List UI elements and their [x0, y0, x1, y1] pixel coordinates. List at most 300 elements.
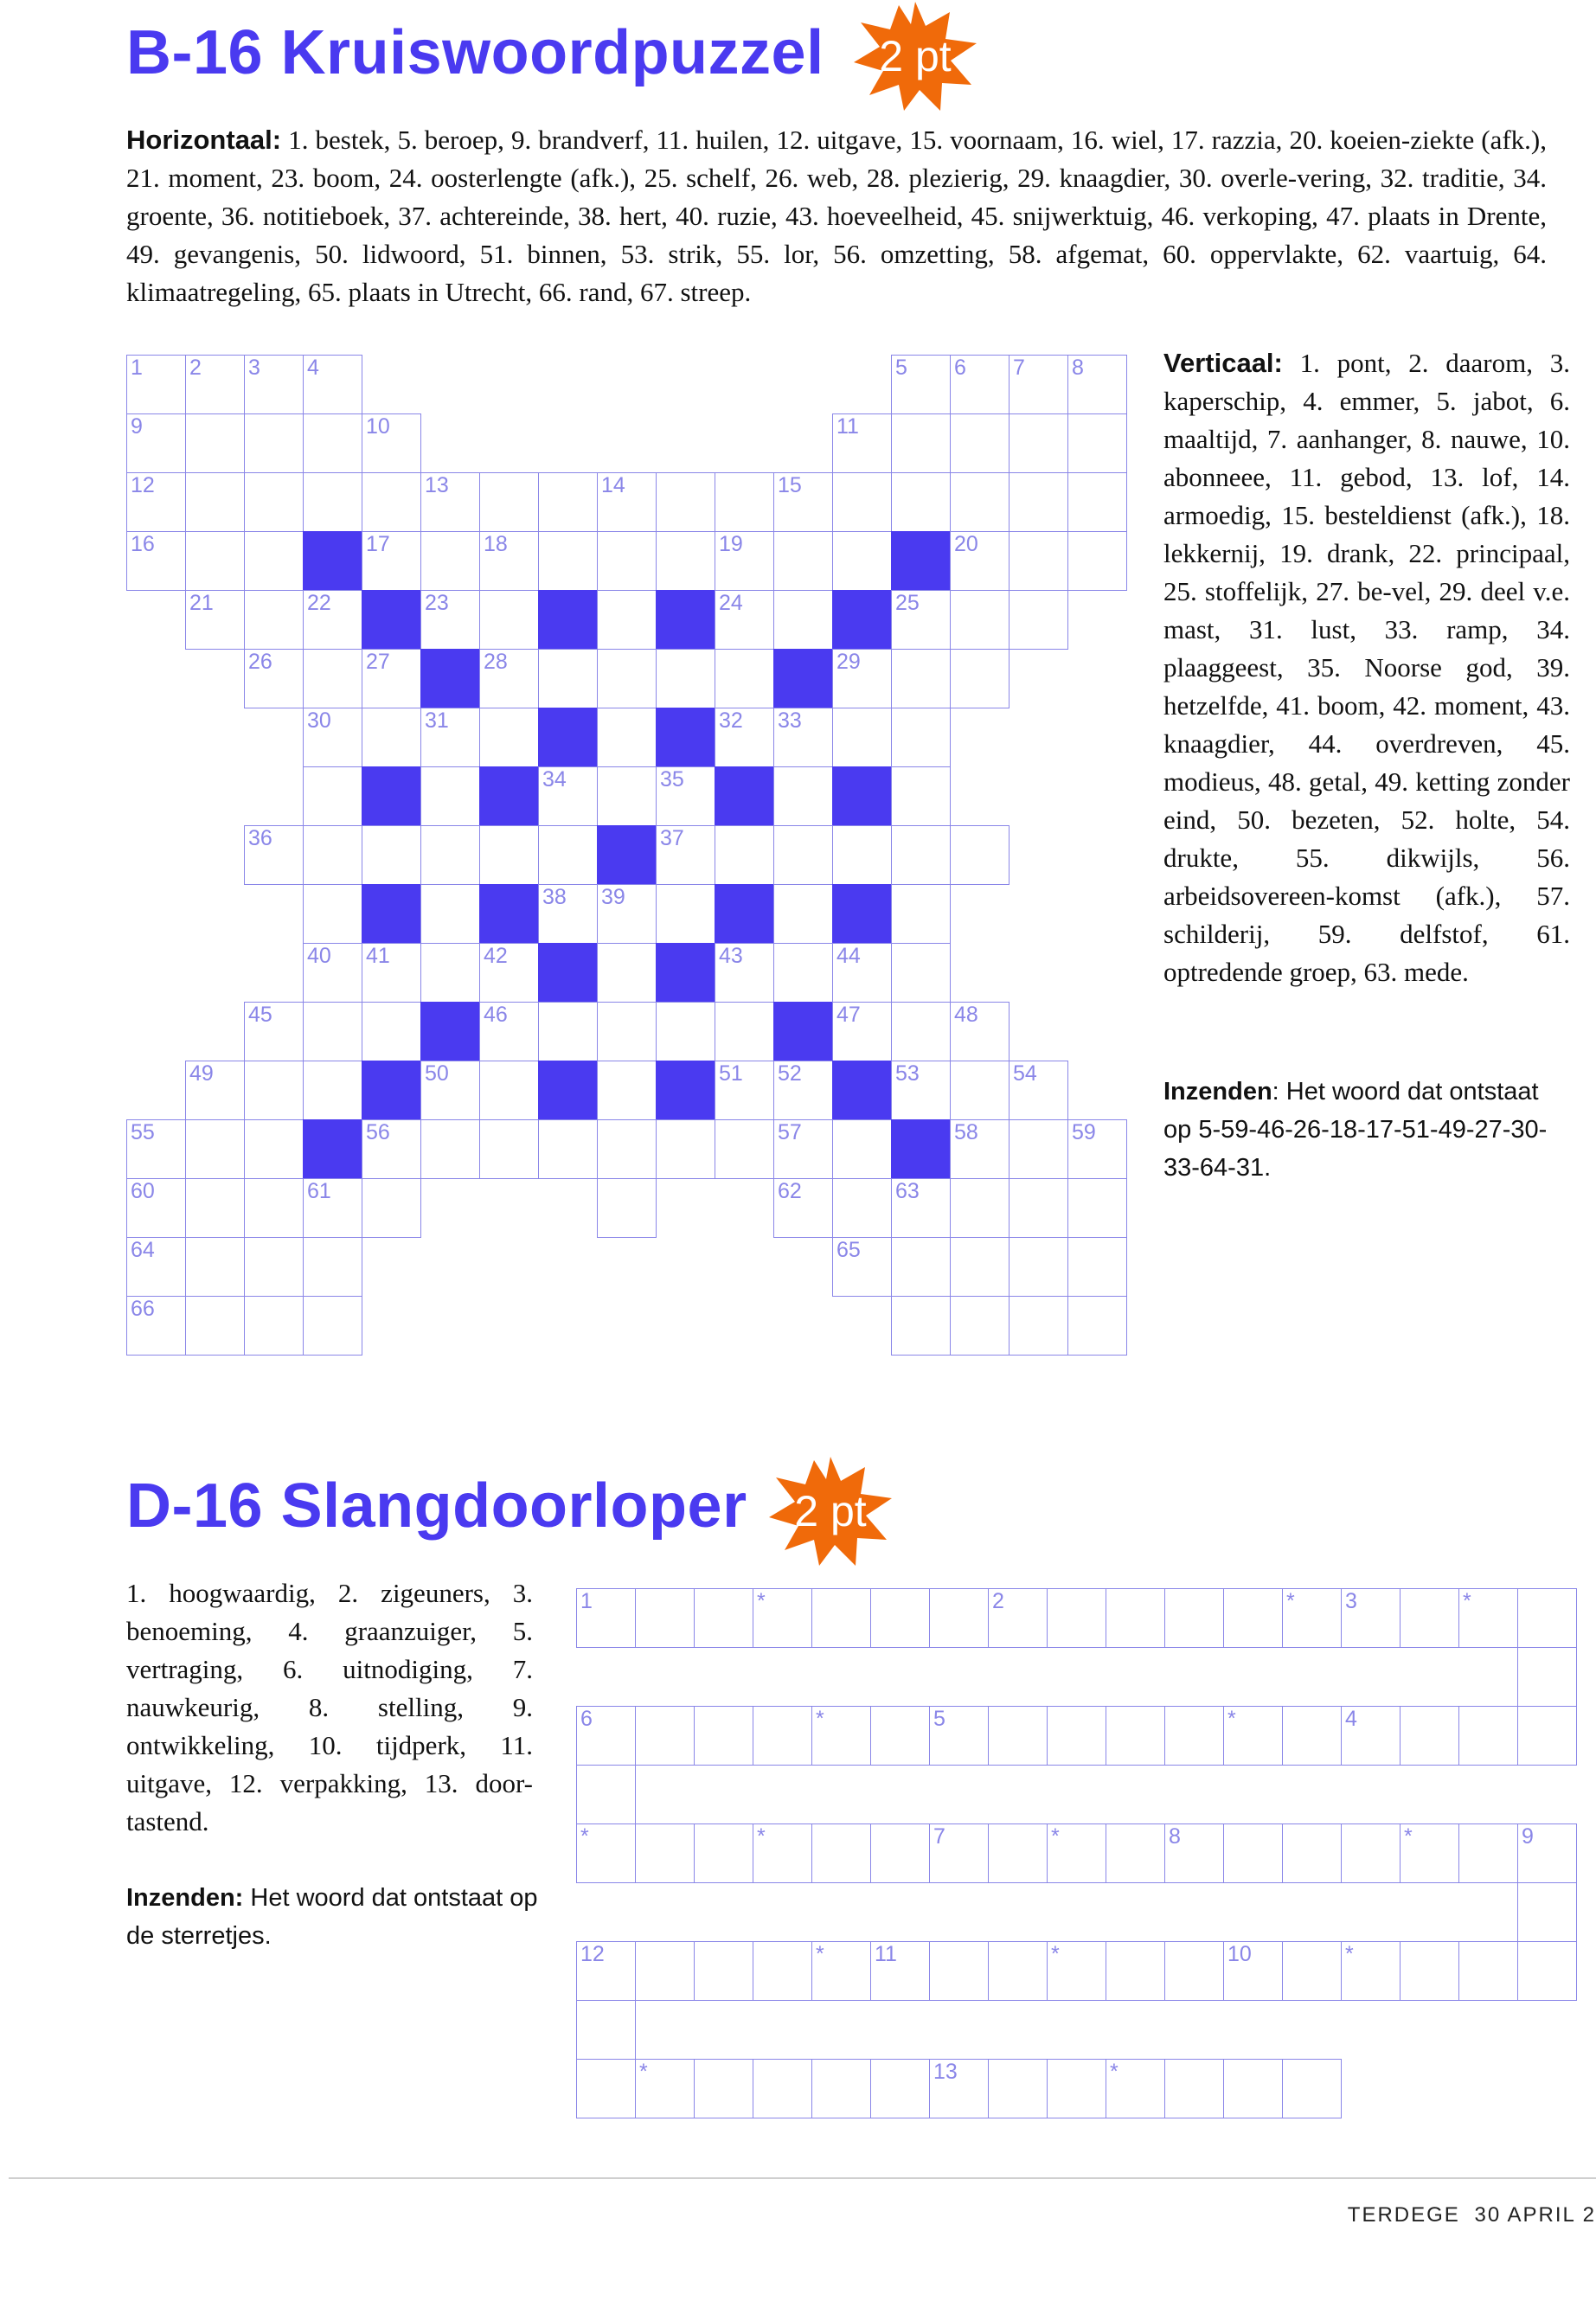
- crossword-cell[interactable]: [303, 1061, 362, 1120]
- crossword-cell[interactable]: [244, 649, 304, 708]
- crossword-cell[interactable]: [891, 884, 951, 944]
- crossword-cell-number: 23: [425, 591, 449, 615]
- snake-cell[interactable]: [1106, 1823, 1165, 1883]
- crossword-cell[interactable]: [715, 1061, 774, 1120]
- snake-cell[interactable]: [1517, 1588, 1577, 1648]
- crossword-cell[interactable]: [244, 1178, 304, 1238]
- crossword-cell[interactable]: [420, 884, 480, 944]
- crossword-cell[interactable]: [597, 1002, 657, 1061]
- crossword-cell[interactable]: [362, 649, 421, 708]
- crossword-cell[interactable]: [891, 413, 951, 473]
- crossword-cell[interactable]: [479, 590, 539, 650]
- crossword-cell[interactable]: [773, 472, 833, 532]
- crossword-cell-number: 5: [895, 356, 907, 380]
- snake-cell[interactable]: [988, 1941, 1048, 2001]
- crossword-cell[interactable]: [715, 708, 774, 767]
- snake-cell[interactable]: [1106, 1588, 1165, 1648]
- snake-cell[interactable]: [635, 2059, 695, 2118]
- crossword-cell[interactable]: [950, 1237, 1010, 1297]
- crossword-cell-number: 12: [131, 473, 155, 497]
- crossword-cell[interactable]: [597, 766, 657, 826]
- crossword-cell[interactable]: [538, 649, 598, 708]
- crossword-cell[interactable]: [950, 1119, 1010, 1179]
- crossword-cell[interactable]: [1067, 472, 1127, 532]
- snake-cell[interactable]: [694, 1706, 753, 1766]
- crossword-cell-number: 15: [778, 473, 802, 497]
- crossword-cell[interactable]: [715, 1002, 774, 1061]
- crossword-cell[interactable]: [303, 1178, 362, 1238]
- crossword-cell[interactable]: [773, 1178, 833, 1238]
- crossword-cell[interactable]: [126, 1237, 186, 1297]
- crossword-cell[interactable]: [303, 413, 362, 473]
- crossword-cell[interactable]: [538, 825, 598, 885]
- crossword-cell[interactable]: [891, 1296, 951, 1356]
- crossword-cell[interactable]: [538, 1119, 598, 1179]
- crossword-cell[interactable]: [362, 708, 421, 767]
- crossword-cell[interactable]: [244, 825, 304, 885]
- snake-cell[interactable]: [1341, 1706, 1401, 1766]
- crossword-cell-number: 62: [778, 1179, 802, 1203]
- snake-cell[interactable]: [1223, 1588, 1283, 1648]
- crossword-cell[interactable]: [715, 1119, 774, 1179]
- crossword-cell[interactable]: [126, 355, 186, 414]
- snake-cell[interactable]: [1517, 1882, 1577, 1942]
- crossword-cell[interactable]: [597, 590, 657, 650]
- snake-cell[interactable]: [1400, 1941, 1459, 2001]
- snake-cell[interactable]: [576, 2059, 636, 2118]
- crossword-cell[interactable]: [832, 1237, 892, 1297]
- crossword-cell[interactable]: [950, 472, 1010, 532]
- crossword-cell[interactable]: [891, 766, 951, 826]
- crossword-cell[interactable]: [656, 1119, 715, 1179]
- crossword-cell[interactable]: [1067, 1119, 1127, 1179]
- snake-cell[interactable]: [1106, 1706, 1165, 1766]
- crossword-cell[interactable]: [303, 943, 362, 1003]
- crossword-cell[interactable]: [832, 825, 892, 885]
- crossword-cell-number: 61: [307, 1179, 331, 1203]
- crossword-cell-number: 1: [131, 356, 143, 380]
- crossword-cell[interactable]: [715, 590, 774, 650]
- crossword-cell[interactable]: [303, 884, 362, 944]
- snake-cell[interactable]: [576, 1588, 636, 1648]
- crossword-cell[interactable]: [538, 531, 598, 591]
- crossword-cell[interactable]: [126, 1119, 186, 1179]
- snake-cell[interactable]: [1223, 2059, 1283, 2118]
- crossword-cell[interactable]: [891, 472, 951, 532]
- crossword-cell[interactable]: [185, 355, 245, 414]
- crossword-cell[interactable]: [244, 355, 304, 414]
- crossword-block-cell: [538, 708, 598, 767]
- snake-star-marker: *: [1463, 1589, 1471, 1613]
- snake-cell[interactable]: [988, 1588, 1048, 1648]
- crossword-cell[interactable]: [362, 825, 421, 885]
- crossword-cell-number: 10: [366, 414, 390, 439]
- crossword-cell[interactable]: [597, 472, 657, 532]
- crossword-cell[interactable]: [362, 1119, 421, 1179]
- footer-magazine: TERDEGE: [1347, 2203, 1460, 2227]
- crossword-cell[interactable]: [303, 825, 362, 885]
- crossword-cell[interactable]: [891, 943, 951, 1003]
- crossword-cell[interactable]: [303, 708, 362, 767]
- snake-cell[interactable]: [753, 1706, 812, 1766]
- crossword-cell-number: 47: [836, 1003, 861, 1027]
- snake-cell[interactable]: [694, 1941, 753, 2001]
- crossword-block-cell: [420, 649, 480, 708]
- crossword-cell[interactable]: [950, 825, 1010, 885]
- crossword-cell[interactable]: [185, 1237, 245, 1297]
- crossword-cell[interactable]: [597, 1061, 657, 1120]
- snake-cell[interactable]: [1106, 1941, 1165, 2001]
- crossword-cell[interactable]: [420, 1119, 480, 1179]
- crossword-cell[interactable]: [479, 649, 539, 708]
- crossword-cell[interactable]: [479, 708, 539, 767]
- snake-cell[interactable]: [1458, 1588, 1518, 1648]
- crossword-cell[interactable]: [950, 1296, 1010, 1356]
- crossword-cell[interactable]: [832, 413, 892, 473]
- crossword-cell[interactable]: [303, 472, 362, 532]
- snake-cell[interactable]: [1341, 1588, 1401, 1648]
- crossword-cell[interactable]: [538, 1002, 598, 1061]
- crossword-cell[interactable]: [303, 1002, 362, 1061]
- snake-cell[interactable]: [576, 2000, 636, 2060]
- crossword-cell[interactable]: [773, 825, 833, 885]
- crossword-cell[interactable]: [832, 649, 892, 708]
- crossword-cell[interactable]: [891, 1237, 951, 1297]
- snake-cell-number: 5: [933, 1707, 945, 1731]
- crossword-cell[interactable]: [950, 355, 1010, 414]
- snake-submit-label: Inzenden:: [126, 1884, 244, 1912]
- crossword-cell[interactable]: [1009, 413, 1068, 473]
- crossword-cell[interactable]: [244, 1119, 304, 1179]
- crossword-cell[interactable]: [832, 531, 892, 591]
- snake-cell[interactable]: [576, 1823, 636, 1883]
- crossword-cell[interactable]: [303, 355, 362, 414]
- snake-cell[interactable]: [1517, 1941, 1577, 2001]
- snake-cell[interactable]: [988, 1823, 1048, 1883]
- crossword-cell[interactable]: [832, 472, 892, 532]
- crossword-cell[interactable]: [891, 1061, 951, 1120]
- snake-cell[interactable]: [1047, 1941, 1106, 2001]
- crossword-cell[interactable]: [832, 1119, 892, 1179]
- crossword-cell[interactable]: [303, 1296, 362, 1356]
- crossword-cell[interactable]: [185, 413, 245, 473]
- crossword-cell[interactable]: [479, 825, 539, 885]
- crossword-cell[interactable]: [1009, 1178, 1068, 1238]
- snake-cell[interactable]: [1517, 1647, 1577, 1707]
- crossword-block-cell: [891, 531, 951, 591]
- snake-cell[interactable]: [1223, 1706, 1283, 1766]
- snake-cell[interactable]: [1458, 1823, 1518, 1883]
- crossword-block-cell: [362, 766, 421, 826]
- crossword-cell[interactable]: [420, 766, 480, 826]
- snake-cell[interactable]: [635, 1588, 695, 1648]
- crossword-cell[interactable]: [420, 472, 480, 532]
- snake-cell[interactable]: [1341, 1823, 1401, 1883]
- crossword-cell[interactable]: [244, 472, 304, 532]
- snake-cell[interactable]: [1164, 1941, 1224, 2001]
- crossword-cell[interactable]: [420, 943, 480, 1003]
- crossword-cell[interactable]: [244, 413, 304, 473]
- crossword-cell[interactable]: [420, 708, 480, 767]
- crossword-cell[interactable]: [1009, 590, 1068, 650]
- crossword-cell[interactable]: [773, 766, 833, 826]
- crossword-cell[interactable]: [185, 590, 245, 650]
- snake-cell[interactable]: [1164, 1588, 1224, 1648]
- crossword-cell[interactable]: [185, 472, 245, 532]
- snake-cell[interactable]: [1282, 1823, 1342, 1883]
- crossword-cell-number: 39: [601, 885, 625, 909]
- crossword-cell[interactable]: [656, 884, 715, 944]
- snake-cell[interactable]: [811, 2059, 871, 2118]
- snake-cell[interactable]: [1517, 1706, 1577, 1766]
- crossword-cell[interactable]: [126, 1296, 186, 1356]
- crossword-cell[interactable]: [1067, 413, 1127, 473]
- crossword-cell[interactable]: [891, 590, 951, 650]
- crossword-cell[interactable]: [420, 531, 480, 591]
- crossword-cell[interactable]: [1067, 531, 1127, 591]
- snake-cell[interactable]: [870, 1706, 930, 1766]
- snake-cell[interactable]: [811, 1706, 871, 1766]
- snake-cell[interactable]: [1223, 1941, 1283, 2001]
- snake-cell[interactable]: [753, 1588, 812, 1648]
- crossword-cell[interactable]: [656, 766, 715, 826]
- crossword-cell[interactable]: [1009, 1237, 1068, 1297]
- crossword-cell[interactable]: [715, 472, 774, 532]
- snake-cell[interactable]: [870, 2059, 930, 2118]
- crossword-cell[interactable]: [773, 884, 833, 944]
- crossword-cell[interactable]: [832, 943, 892, 1003]
- snake-cell[interactable]: [929, 1823, 989, 1883]
- snake-cell[interactable]: [1047, 2059, 1106, 2118]
- crossword-cell[interactable]: [950, 1178, 1010, 1238]
- crossword-cell[interactable]: [597, 531, 657, 591]
- crossword-cell[interactable]: [656, 531, 715, 591]
- crossword-cell[interactable]: [303, 1237, 362, 1297]
- crossword-cell[interactable]: [597, 708, 657, 767]
- snake-cell[interactable]: [929, 2059, 989, 2118]
- snake-cell[interactable]: [753, 1941, 812, 2001]
- crossword-cell-number: 38: [542, 885, 567, 909]
- crossword-cell-number: 26: [248, 650, 272, 674]
- crossword-cell[interactable]: [244, 1296, 304, 1356]
- snake-cell[interactable]: [1517, 1823, 1577, 1883]
- crossword-cell-number: 53: [895, 1061, 920, 1086]
- crossword-cell[interactable]: [891, 708, 951, 767]
- snake-cell[interactable]: [1164, 1706, 1224, 1766]
- crossword-cell[interactable]: [538, 472, 598, 532]
- crossword-cell[interactable]: [715, 943, 774, 1003]
- snake-cell[interactable]: [1282, 1706, 1342, 1766]
- snake-cell[interactable]: [635, 1706, 695, 1766]
- crossword-cell[interactable]: [126, 472, 186, 532]
- crossword-cell[interactable]: [891, 1002, 951, 1061]
- snake-cell[interactable]: [1341, 1941, 1401, 2001]
- crossword-cell[interactable]: [656, 1002, 715, 1061]
- crossword-cell[interactable]: [185, 1119, 245, 1179]
- crossword-cell[interactable]: [891, 355, 951, 414]
- crossword-cell[interactable]: [656, 649, 715, 708]
- crossword-cell[interactable]: [185, 1061, 245, 1120]
- crossword-block-cell: [479, 884, 539, 944]
- crossword-cell[interactable]: [1009, 472, 1068, 532]
- crossword-cell[interactable]: [185, 1178, 245, 1238]
- crossword-cell[interactable]: [479, 1061, 539, 1120]
- crossword-cell[interactable]: [715, 825, 774, 885]
- crossword-cell[interactable]: [126, 413, 186, 473]
- crossword-cell[interactable]: [891, 1178, 951, 1238]
- crossword-cell[interactable]: [362, 531, 421, 591]
- crossword-cell[interactable]: [715, 531, 774, 591]
- crossword-cell[interactable]: [420, 825, 480, 885]
- crossword-cell[interactable]: [362, 943, 421, 1003]
- crossword-cell[interactable]: [773, 1061, 833, 1120]
- crossword-cell[interactable]: [832, 1178, 892, 1238]
- crossword-cell[interactable]: [656, 472, 715, 532]
- crossword-cell[interactable]: [773, 943, 833, 1003]
- crossword-cell[interactable]: [950, 531, 1010, 591]
- crossword-cell[interactable]: [773, 1119, 833, 1179]
- crossword-cell[interactable]: [950, 1061, 1010, 1120]
- snake-cell[interactable]: [1164, 1823, 1224, 1883]
- crossword-cell[interactable]: [832, 708, 892, 767]
- crossword-cell[interactable]: [126, 1178, 186, 1238]
- snake-cell[interactable]: [1047, 1823, 1106, 1883]
- crossword-cell[interactable]: [303, 649, 362, 708]
- crossword-cell[interactable]: [597, 884, 657, 944]
- crossword-cell[interactable]: [538, 766, 598, 826]
- crossword-cell[interactable]: [244, 1237, 304, 1297]
- crossword-block-cell: [715, 884, 774, 944]
- snake-cell[interactable]: [1047, 1588, 1106, 1648]
- crossword-cell[interactable]: [773, 708, 833, 767]
- crossword-cell[interactable]: [244, 1002, 304, 1061]
- crossword-cell-number: 45: [248, 1003, 272, 1027]
- crossword-cell[interactable]: [597, 649, 657, 708]
- crossword-cell[interactable]: [950, 649, 1010, 708]
- snake-cell[interactable]: [576, 1706, 636, 1766]
- crossword-cell[interactable]: [479, 1002, 539, 1061]
- snake-cell[interactable]: [1400, 1823, 1459, 1883]
- crossword-cell[interactable]: [1067, 355, 1127, 414]
- crossword-cell[interactable]: [303, 590, 362, 650]
- crossword-cell[interactable]: [362, 472, 421, 532]
- snake-cell[interactable]: [1400, 1706, 1459, 1766]
- snake-cell[interactable]: [753, 1823, 812, 1883]
- snake-cell[interactable]: [929, 1941, 989, 2001]
- crossword-cell[interactable]: [597, 943, 657, 1003]
- crossword-cell[interactable]: [950, 413, 1010, 473]
- crossword-cell[interactable]: [950, 590, 1010, 650]
- crossword-cell[interactable]: [656, 825, 715, 885]
- crossword-cell[interactable]: [891, 649, 951, 708]
- crossword-cell[interactable]: [185, 1296, 245, 1356]
- crossword-cell[interactable]: [420, 1061, 480, 1120]
- crossword-cell[interactable]: [1009, 1119, 1068, 1179]
- snake-cell[interactable]: [1400, 1588, 1459, 1648]
- crossword-cell[interactable]: [1067, 1178, 1127, 1238]
- snake-cell[interactable]: [635, 1823, 695, 1883]
- crossword-cell[interactable]: [420, 590, 480, 650]
- crossword-cell[interactable]: [479, 472, 539, 532]
- snake-cell[interactable]: [753, 2059, 812, 2118]
- snake-cell[interactable]: [1164, 2059, 1224, 2118]
- crossword-cell[interactable]: [1009, 1296, 1068, 1356]
- snake-cell[interactable]: [1223, 1823, 1283, 1883]
- crossword-cell[interactable]: [126, 531, 186, 591]
- snake-cell[interactable]: [1106, 2059, 1165, 2118]
- snake-cell[interactable]: [811, 1941, 871, 2001]
- snake-cell[interactable]: [576, 1941, 636, 2001]
- crossword-cell[interactable]: [1067, 1296, 1127, 1356]
- snake-cell[interactable]: [694, 1823, 753, 1883]
- crossword-cell[interactable]: [244, 531, 304, 591]
- crossword-cell[interactable]: [597, 1119, 657, 1179]
- snake-cell[interactable]: [1282, 2059, 1342, 2118]
- crossword-cell[interactable]: [479, 943, 539, 1003]
- crossword-cell[interactable]: [773, 531, 833, 591]
- snake-cell[interactable]: [1458, 1706, 1518, 1766]
- crossword-cell[interactable]: [773, 590, 833, 650]
- crossword-cell[interactable]: [1009, 531, 1068, 591]
- snake-cell[interactable]: [929, 1706, 989, 1766]
- crossword-cell[interactable]: [950, 1002, 1010, 1061]
- snake-star-marker: *: [757, 1589, 766, 1613]
- snake-cell[interactable]: [988, 2059, 1048, 2118]
- crossword-cell[interactable]: [1009, 1061, 1068, 1120]
- crossword-submit-label: Inzenden: [1163, 1078, 1272, 1106]
- crossword-cell[interactable]: [185, 531, 245, 591]
- snake-cell[interactable]: [811, 1588, 871, 1648]
- snake-star-marker: *: [1286, 1589, 1295, 1613]
- crossword-cell[interactable]: [597, 1178, 657, 1238]
- crossword-cell[interactable]: [479, 1119, 539, 1179]
- crossword-cell[interactable]: [479, 531, 539, 591]
- snake-cell[interactable]: [1282, 1588, 1342, 1648]
- crossword-cell-number: 20: [954, 532, 978, 556]
- snake-cell[interactable]: [870, 1823, 930, 1883]
- crossword-cell[interactable]: [538, 884, 598, 944]
- snake-cell[interactable]: [694, 1588, 753, 1648]
- snake-cell[interactable]: [988, 1706, 1048, 1766]
- snake-cell[interactable]: [870, 1588, 930, 1648]
- snake-cell[interactable]: [694, 2059, 753, 2118]
- crossword-cell[interactable]: [362, 1178, 421, 1238]
- crossword-cell[interactable]: [303, 766, 362, 826]
- crossword-cell[interactable]: [244, 590, 304, 650]
- snake-cell[interactable]: [929, 1588, 989, 1648]
- crossword-cell[interactable]: [832, 1002, 892, 1061]
- crossword-cell-number: 52: [778, 1061, 802, 1086]
- page-footer: [1348, 2203, 1596, 2227]
- crossword-cell[interactable]: [1009, 355, 1068, 414]
- snake-cell[interactable]: [1282, 1941, 1342, 2001]
- snake-cell[interactable]: [576, 1765, 636, 1824]
- crossword-cell[interactable]: [1067, 1237, 1127, 1297]
- crossword-block-cell: [715, 766, 774, 826]
- snake-cell[interactable]: [870, 1941, 930, 2001]
- crossword-cell-number: 19: [719, 532, 743, 556]
- snake-cell[interactable]: [635, 1941, 695, 2001]
- crossword-cell[interactable]: [891, 825, 951, 885]
- crossword-cell[interactable]: [715, 649, 774, 708]
- snake-cell[interactable]: [1458, 1941, 1518, 2001]
- snake-cell[interactable]: [811, 1823, 871, 1883]
- crossword-cell[interactable]: [362, 413, 421, 473]
- crossword-cell[interactable]: [244, 1061, 304, 1120]
- crossword-block-cell: [362, 884, 421, 944]
- snake-cell[interactable]: [1047, 1706, 1106, 1766]
- crossword-cell[interactable]: [362, 1002, 421, 1061]
